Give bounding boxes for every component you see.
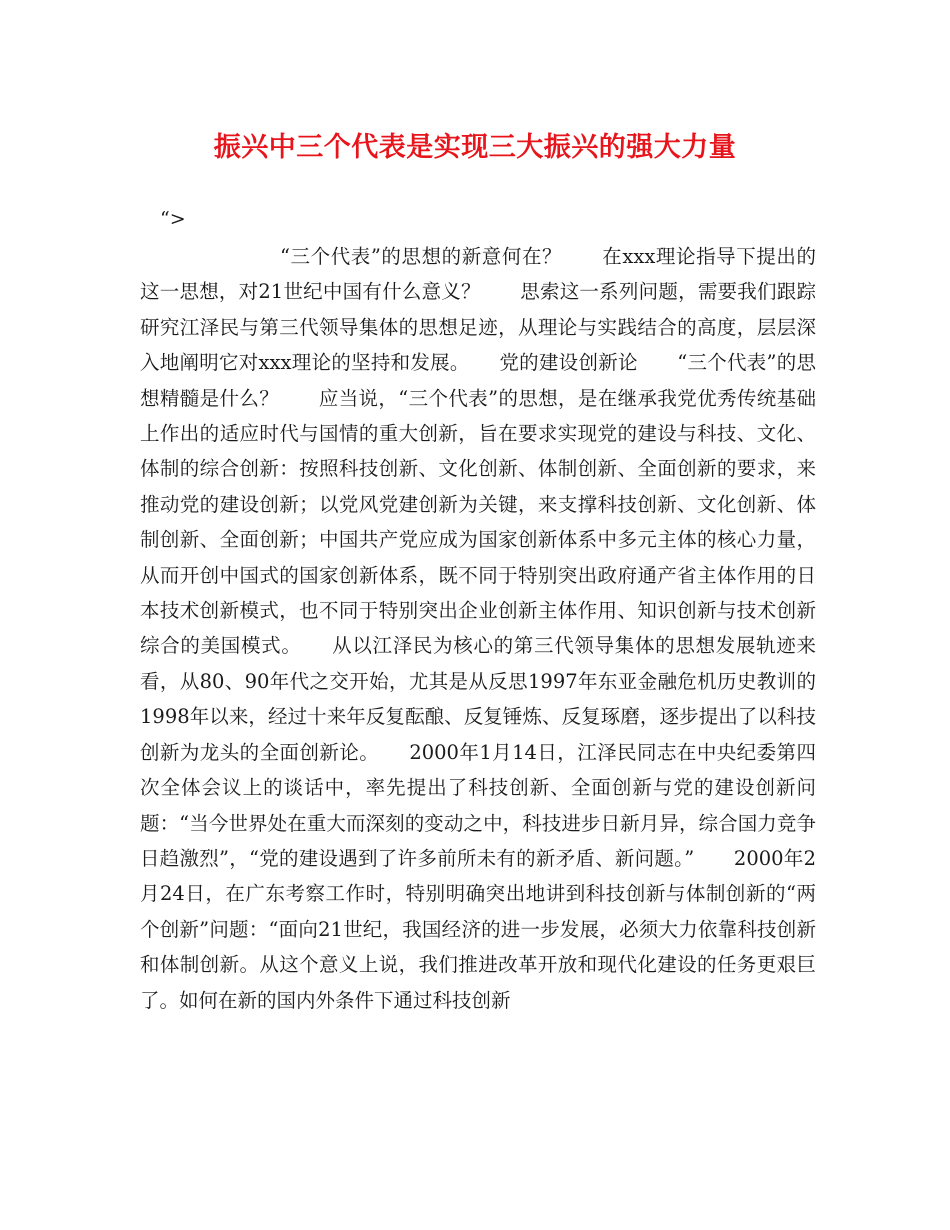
opening-quote-mark: “> (160, 208, 186, 230)
document-title: 振兴中三个代表是实现三大振兴的强大力量 (213, 132, 737, 163)
body-paragraph: “三个代表”的思想的新意何在？ 在xxx理论指导下提出的这一思想，对21世纪中国有什么意义？ 思索这一系列问题，需要我们跟踪研究江泽民与第三代领导集体的思想足迹，从理论与实践结合的高度，层层深入地阐明它对xxx理论的坚持和发展。 党的建设创新论 “三个代表”的思想精髓是什么？ 应当说，“三个代表”的思想，是在继承我党优秀传统基础上作出的适应时代与国情的重大创新，旨在要求实现党的建设与科技、文化、体制的综合创新：按照科技创新、文化创新、体制创新、全面创新的要求，来推动党的建设创新；以党风党建创新为关键，来支撑科技创新、文化创新、体制创新、全面创新；中国共产党应成为国家创新体系中多元主体的核心力量，从而开创中国式的国家创新体系，既不同于特别突出政府通产省主体作用的日本技术创新模式，也不同于特别突出企业创新主体作用、知识创新与技术创新综合的美国模式。 从以江泽民为核心的第三代领导集体的思想发展轨迹来看，从80、90年代之交开始，尤其是从反思1997年东亚金融危机历史教训的1998年以来，经过十来年反复酝酿、反复锤炼、反复琢磨，逐步提出了以科技创新为龙头的全面创新论。 2000年1月14日，江泽民同志在中央纪委第四次全体会议上的谈话中，率先提出了科技创新、全面创新与党的建设创新问题：“当今世界处在重大而深刻的变动之中，科技进步日新月异，综合国力竞争日趋激烈”，“党的建设遇到了许多前所未有的新矛盾、新问题。” 2000年2月24日，在广东考察工作时，特别明确突出地讲到科技创新与体制创新的“两个创新”问题：“面向21世纪，我国经济的进一步发展，必须大力依靠科技创新和体制创新。从这个意义上说，我们推进改革开放和现代化建设的任务更艰巨了。如何在新的国内外条件下通过科技创新 (140, 245, 816, 1012)
